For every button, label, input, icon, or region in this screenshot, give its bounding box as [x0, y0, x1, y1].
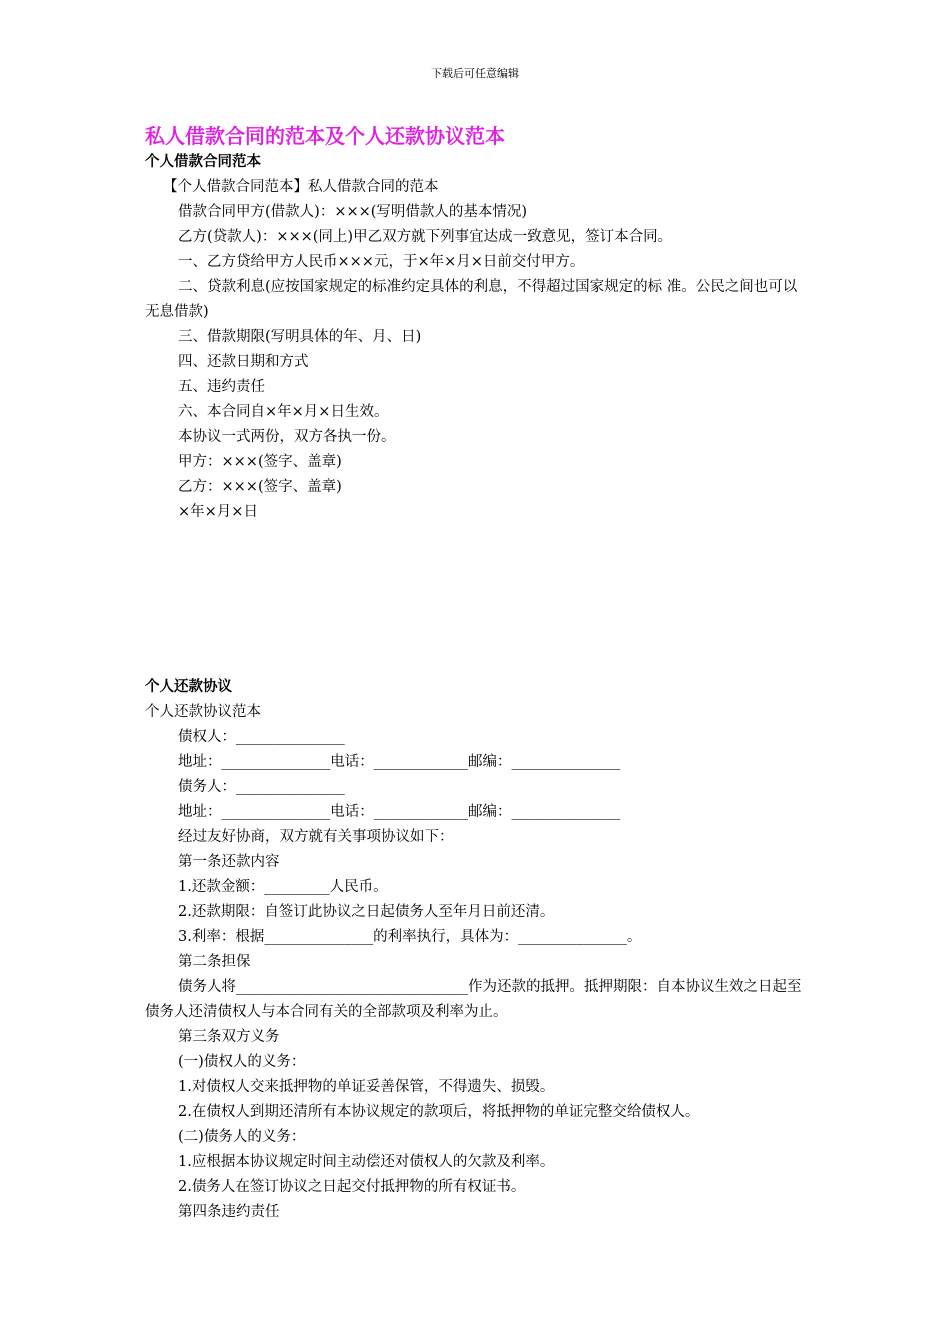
section-loan-contract	[145, 150, 810, 525]
signature-line-party-a: 甲方：×××(签字、盖章)	[178, 454, 342, 470]
paragraph: 乙方(贷款人)：×××(同上)甲乙双方就下列事宜达成一致意见，签订本合同。	[178, 229, 673, 245]
paragraph: 一、乙方贷给甲方人民币×××元，于×年×月×日前交付甲方。	[178, 254, 585, 270]
paragraph: 三、借款期限(写明具体的年、月、日)	[178, 329, 422, 345]
signature-line-party-b: 乙方：×××(签字、盖章)	[178, 479, 342, 495]
section-repayment-agreement	[145, 675, 810, 1225]
creditor-address-field: 地址：_______________电话：_____________邮编：_______________	[178, 754, 621, 770]
paragraph: 债务人将________________________________作为还款的抵押。抵押期限：自本协议生效之日起至债务人还清债权人与本合同有关的全部款项及利率为止。	[145, 979, 802, 1020]
date-line: ×年×月×日	[178, 504, 258, 520]
paragraph: 2.债务人在签订协议之日起交付抵押物的所有权证书。	[178, 1179, 526, 1195]
document-body	[145, 122, 810, 1225]
paragraph: 四、还款日期和方式	[178, 354, 309, 370]
article-heading: 第一条还款内容	[178, 854, 280, 870]
section-heading-repayment: 个人还款协议	[145, 679, 232, 695]
document-title: 私人借款合同的范本及个人还款协议范本	[145, 124, 505, 148]
paragraph: 2.还款期限：自签订此协议之日起债务人至年月日前还清。	[178, 904, 555, 920]
paragraph: 借款合同甲方(借款人)：×××(写明借款人的基本情况)	[178, 204, 528, 220]
paragraph: 【个人借款合同范本】私人借款合同的范本	[163, 179, 439, 195]
spacer	[145, 525, 810, 675]
creditor-field: 债权人：_______________	[178, 729, 345, 745]
section-heading-loan-contract: 个人借款合同范本	[145, 154, 261, 170]
paragraph: 3.利率：根据_______________的利率执行，具体为：_______________。	[178, 929, 642, 945]
paragraph: (一)债权人的义务：	[178, 1054, 306, 1070]
paragraph: 五、违约责任	[178, 379, 265, 395]
section-subheading-repayment: 个人还款协议范本	[145, 704, 261, 720]
paragraph: (二)债务人的义务：	[178, 1129, 306, 1145]
header-note: 下载后可任意编辑	[431, 67, 519, 80]
debtor-field: 债务人：_______________	[178, 779, 345, 795]
paragraph: 1.应根据本协议规定时间主动偿还对债权人的欠款及利率。	[178, 1154, 555, 1170]
debtor-address-field: 地址：_______________电话：_____________邮编：_______________	[178, 804, 621, 820]
article-heading: 第四条违约责任	[178, 1204, 280, 1220]
paragraph: 2.在债权人到期还清所有本协议规定的款项后，将抵押物的单证完整交给债权人。	[178, 1104, 700, 1120]
paragraph: 1.还款金额：_________人民币。	[178, 879, 388, 895]
paragraph: 六、本合同自×年×月×日生效。	[178, 404, 389, 420]
paragraph: 经过友好协商，双方就有关事项协议如下：	[178, 829, 454, 845]
paragraph: 1.对债权人交来抵押物的单证妥善保管，不得遗失、损毁。	[178, 1079, 555, 1095]
article-heading: 第三条双方义务	[178, 1029, 280, 1045]
article-heading: 第二条担保	[178, 954, 251, 970]
paragraph: 二、贷款利息(应按国家规定的标准约定具体的利息，不得超过国家规定的标 准。公民之间也可以无息借款)	[145, 279, 798, 320]
paragraph: 本协议一式两份，双方各执一份。	[178, 429, 396, 445]
